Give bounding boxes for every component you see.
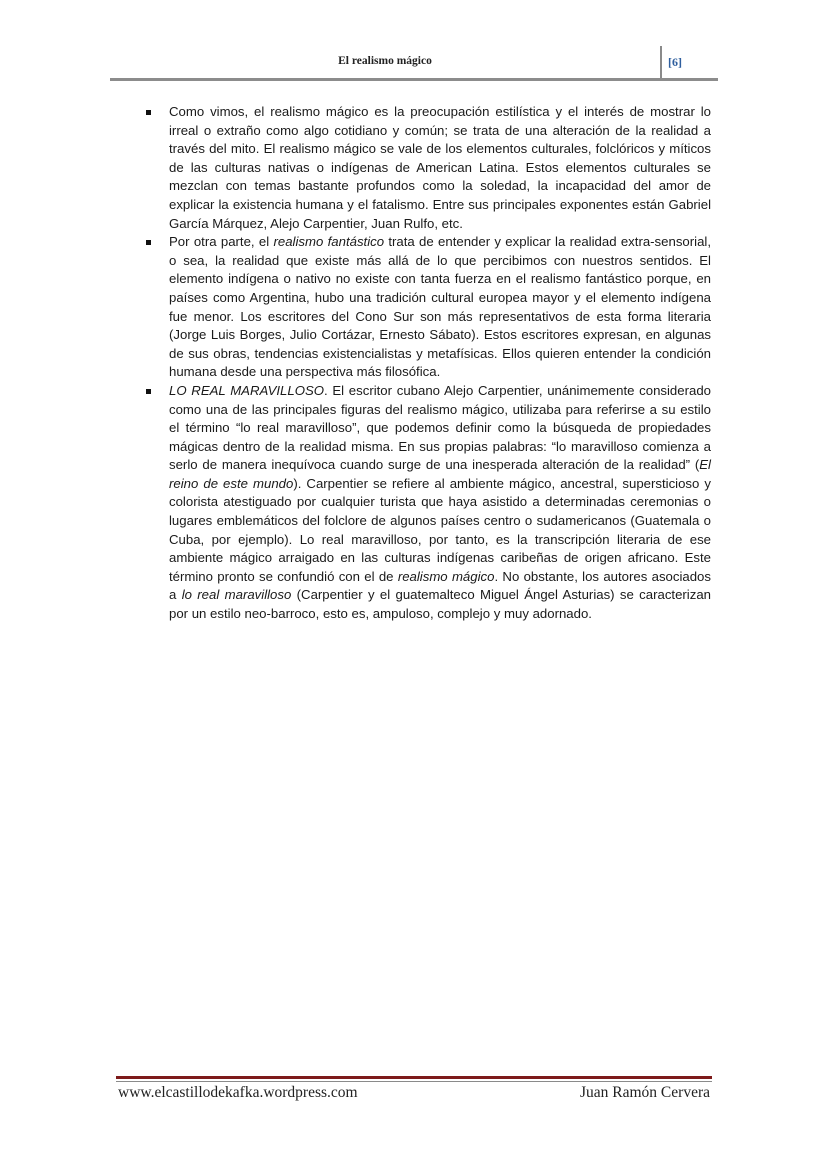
header-divider [660,46,662,79]
emphasis-term: LO REAL MARAVILLOSO [169,382,325,398]
paragraph-text: (Carpentier y el guatemalteco Miguel Ángel Asturias) se caracterizan por un estilo neo-barroco, esto es, ampuloso, complejo y muy adornado. [169,587,712,622]
footer-author: Juan Ramón Cervera [580,1084,710,1101]
bullet-paragraph-fantastic-realism [146,233,711,382]
page-number: [6] [668,55,682,69]
footer-rule-red [116,1076,712,1079]
emphasis-term: realismo fantástico [273,234,385,250]
header-rule [110,78,718,81]
emphasis-term: lo real maravilloso [181,587,292,603]
page-header-title: El realismo mágico [338,55,432,67]
square-bullet-icon [146,240,151,245]
paragraph-text: trata de entender y explicar la realidad extra-sensorial, o sea, la realidad que existe más allá de lo que percibimos con nuestros sentidos. El elemento indígena o nativo no existe con tanta fuerza en el realismo fantástico porque, en países como Argentina, hubo una tradición cultural europea mayor y el elemento indígena fue menor. Los escritores del Cono Sur son más representativos de esta forma literaria (Jorge Luis Borges, Julio Cortázar, Ernesto Sábato). Estos escritores expresan, en algunas de sus obras, tendencias existencialistas y metafísicas. Ellos quieren entender la condición humana desde una perspectiva más filosófica. [169,234,711,380]
bullet-paragraph-magical-realism [146,103,711,233]
paragraph-text: . El escritor cubano Alejo Carpentier, unánimemente considerado como una de las principales figuras del realismo mágico, utilizaba para referirse a su estilo el término “lo real maravilloso”, que podemos definir como la búsqueda de propiedades mágicas dentro de la realidad misma. En sus propias palabras: “lo maravilloso comienza a serlo de manera inequívoca cuando surge de una inesperada alteración de la realidad” ( [169,382,711,473]
emphasis-term: realismo mágico [397,568,495,584]
square-bullet-icon [146,389,151,394]
footer-website: www.elcastillodekafka.wordpress.com [118,1084,358,1101]
paragraph-text: Por otra parte, el [169,234,274,250]
footer-rule-gray [116,1081,712,1082]
bullet-paragraph-real-maravilloso [146,382,711,624]
bullet-list [146,103,711,624]
paragraph-text: . No obstante, los autores asociados a [169,568,711,603]
square-bullet-icon [146,110,151,115]
document-body [146,103,711,624]
book-title: El reino de este mundo [169,457,711,491]
paragraph-text: Como vimos, el realismo mágico es la preocupación estilística y el interés de mostrar lo irreal o extraño como algo cotidiano y común; se trata de una alteración de la realidad a través del mito. El realismo mágico se vale de los elementos culturales, folclóricos y míticos de las culturas nativas o indígenas de American Latina. Estos elementos culturales se mezclan con temas bastante profundos como la soledad, la incapacidad del amor de explicar la existencia humana y el fatalismo. Entre sus principales exponentes están Gabriel García Márquez, Alejo Carpentier, Juan Rulfo, etc. [169,104,711,231]
paragraph-text: ). Carpentier se refiere al ambiente mágico, ancestral, supersticioso y colorista atestiguado por cualquier turista que haya asistido a determinadas ceremonias o lugares emblemáticos del folclore de algunos países centro o sudamericanos (Guatemala o Cuba, por ejemplo). Lo real maravilloso, por tanto, es la transcripción literaria de ese ambiente mágico arraigado en las culturas indígenas caribeñas de origen africano. Este término pronto se confundió con el de [169,475,711,584]
